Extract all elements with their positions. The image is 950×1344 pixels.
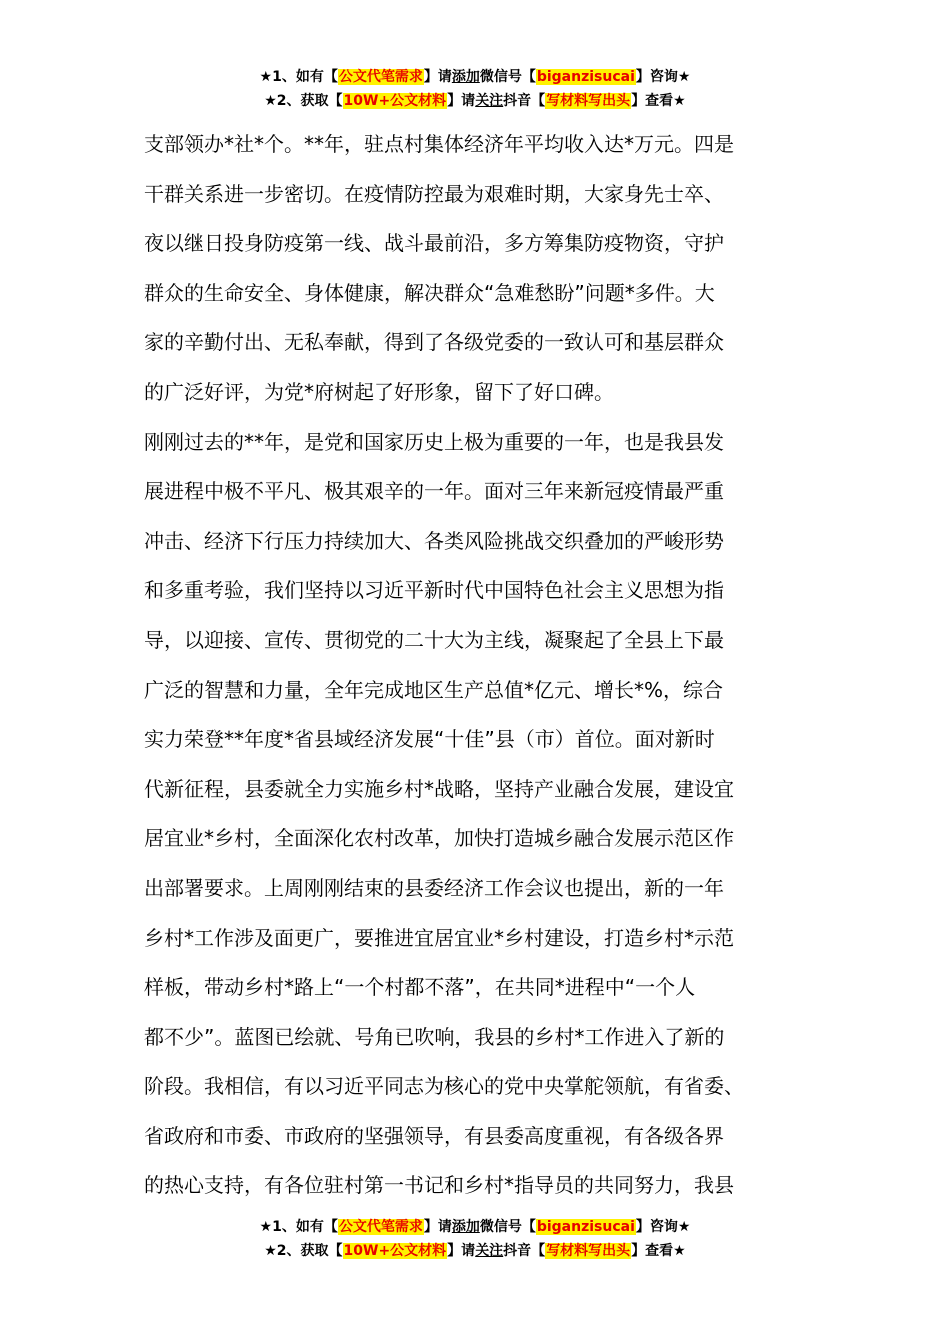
banner-text: 】请: [423, 69, 452, 85]
underlined-text: 关注: [475, 93, 504, 109]
text-line: 阶段。我相信，有以习近平同志为核心的党中央掌舵领航，有省委、: [144, 1074, 744, 1099]
banner-line-materials: [0, 90, 950, 114]
text-line: 代新征程，县委就全力实施乡村*战略，坚持产业融合发展，建设宜: [144, 776, 734, 801]
text-line: 群众的生命安全、身体健康，解决群众“急难愁盼”问题*多件。大: [144, 280, 715, 305]
text-line: 广泛的智慧和力量，全年完成地区生产总值*亿元、增长*%，综合: [144, 677, 724, 702]
banner-text: 】查看★: [631, 93, 686, 109]
banner-text: 】请: [447, 93, 476, 109]
text-line: 省政府和市委、市政府的坚强领导，有县委高度重视，有各级各界: [144, 1123, 724, 1148]
document-body: [144, 120, 824, 1211]
text-line: 都不少”。蓝图已绘就、号角已吹响，我县的乡村*工作进入了新的: [144, 1024, 725, 1049]
banner-text: ★1、如有【: [259, 1219, 338, 1235]
banner-text: 抖音【: [503, 1243, 546, 1259]
wechat-id: biganzisucai: [536, 69, 635, 85]
underlined-text: 添加: [451, 1219, 480, 1235]
text-line: 干群关系进一步密切。在疫情防控最为艰难时期，大家身先士卒、: [144, 181, 724, 206]
underlined-text: 添加: [451, 69, 480, 85]
banner-text: 】咨询★: [635, 69, 691, 85]
text-line: 夜以继日投身防疫第一线、战斗最前沿，多方筹集防疫物资，守护: [144, 231, 724, 256]
banner-line-consult: [0, 1216, 950, 1240]
text-line: 刚刚过去的**年，是党和国家历史上极为重要的一年，也是我县发: [144, 429, 724, 454]
banner-text: 抖音【: [503, 93, 546, 109]
text-line: 的热心支持，有各位驻村第一书记和乡村*指导员的共同努力，我县: [144, 1173, 734, 1198]
text-line: 出部署要求。上周刚刚结束的县委经济工作会议也提出，新的一年: [144, 875, 724, 900]
highlight-materials: 10W+公文材料: [343, 1243, 447, 1259]
banner-line-consult: [0, 66, 950, 90]
text-line: 乡村*工作涉及面更广，要推进宜居宜业*乡村建设，打造乡村*示范: [144, 925, 734, 950]
banner-text: ★1、如有【: [259, 69, 338, 85]
douyin-account: 写材料写出头: [546, 93, 631, 109]
banner-text: 微信号【: [479, 69, 536, 85]
banner-text: 】查看★: [631, 1243, 686, 1259]
highlight-service: 公文代笔需求: [338, 69, 423, 85]
highlight-service: 公文代笔需求: [338, 1219, 423, 1235]
text-line: 展进程中极不平凡、极其艰辛的一年。面对三年来新冠疫情最严重: [144, 479, 724, 504]
text-line: 支部领办*社*个。**年，驻点村集体经济年平均收入达*万元。四是: [144, 132, 734, 156]
text-line: 导，以迎接、宣传、贯彻党的二十大为主线，凝聚起了全县上下最: [144, 627, 724, 652]
banner-text: ★2、获取【: [264, 1243, 343, 1259]
banner-text: 】请: [447, 1243, 476, 1259]
underlined-text: 关注: [475, 1243, 504, 1259]
highlight-materials: 10W+公文材料: [343, 93, 447, 109]
banner-text: 】请: [423, 1219, 452, 1235]
douyin-account: 写材料写出头: [546, 1243, 631, 1259]
text-line: 居宜业*乡村，全面深化农村改革，加快打造城乡融合发展示范区作: [144, 826, 734, 851]
banner-text: ★2、获取【: [264, 93, 343, 109]
banner-text: 】咨询★: [635, 1219, 691, 1235]
banner-line-materials: [0, 1240, 950, 1264]
text-line: 样板，带动乡村*路上“一个村都不落”，在共同*进程中“一个人: [144, 975, 696, 1000]
text-line: 的广泛好评，为党*府树起了好形象，留下了好口碑。: [144, 379, 614, 404]
text-line: 家的辛勤付出、无私奉献，得到了各级党委的一致认可和基层群众: [144, 330, 724, 355]
header-banner: [0, 66, 950, 114]
banner-text: 微信号【: [479, 1219, 536, 1235]
wechat-id: biganzisucai: [536, 1219, 635, 1235]
text-line: 和多重考验，我们坚持以习近平新时代中国特色社会主义思想为指: [144, 578, 724, 603]
text-line: 实力荣登**年度*省县域经济发展“十佳”县（市）首位。面对新时: [144, 727, 715, 752]
text-line: 冲击、经济下行压力持续加大、各类风险挑战交织叠加的严峻形势: [144, 528, 724, 553]
footer-banner: [0, 1216, 950, 1264]
